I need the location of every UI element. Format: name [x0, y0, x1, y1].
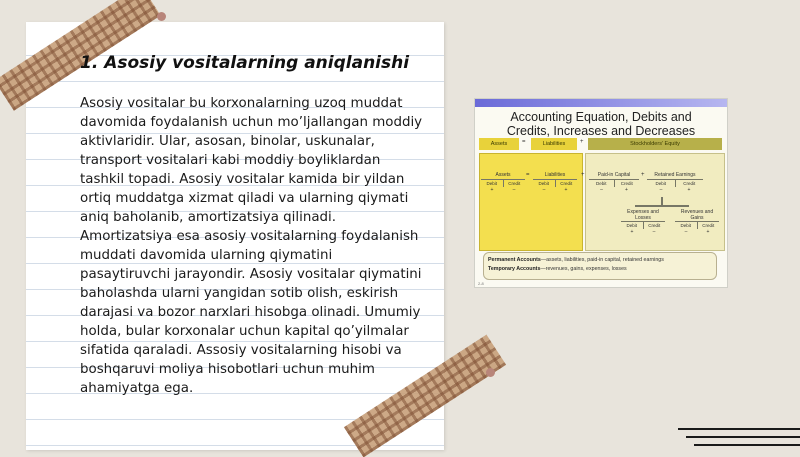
accounting-equation-figure — [474, 98, 728, 288]
expenses-t-account — [621, 209, 665, 236]
increase-sign: + — [490, 187, 494, 193]
figure-header-bar — [475, 99, 727, 107]
retained-earnings-title: Retained Earnings — [647, 171, 703, 180]
debit-label: Debit — [647, 180, 676, 187]
paid-in-capital-t-account — [589, 171, 639, 194]
debit-label: Debit — [589, 180, 615, 187]
debit-label: Debit — [481, 180, 504, 187]
equity-panel — [585, 153, 725, 251]
increase-sign: + — [564, 187, 568, 193]
decrease-sign: – — [684, 229, 688, 235]
decrease-sign: – — [659, 187, 663, 193]
permanent-accounts-label: Permanent Accounts — [488, 257, 541, 263]
liabilities-t-account-title: Liabilities — [533, 171, 577, 180]
decorative-line — [694, 444, 800, 446]
figure-title-line-2: Credits, Increases and Decreases — [506, 124, 696, 138]
temporary-accounts-text: —revenues, gains, expenses, losses — [540, 266, 627, 272]
revenues-title: Revenues and Gains — [675, 209, 719, 222]
accounts-legend — [483, 252, 717, 280]
debit-label: Debit — [621, 222, 644, 229]
decorative-line — [686, 436, 800, 438]
credit-label: Credit — [648, 223, 661, 228]
expenses-title: Expenses and Losses — [621, 209, 665, 222]
figure-title-line-1: Accounting Equation, Debits and — [510, 110, 692, 124]
debit-label: Debit — [533, 180, 556, 187]
credit-label: Credit — [620, 181, 633, 186]
equation-equity: Stockholders' Equity — [588, 138, 722, 150]
increase-sign: + — [630, 229, 634, 235]
increase-sign: + — [706, 229, 710, 235]
assets-liabilities-panel — [479, 153, 583, 251]
decrease-sign: – — [512, 187, 516, 193]
increase-sign: + — [625, 187, 628, 193]
equation-liabilities: Liabilities — [531, 138, 577, 150]
figure-page-number: 2-8 — [478, 281, 484, 286]
debit-label: Debit — [675, 222, 698, 229]
paid-in-capital-title: Paid-in Capital — [589, 171, 639, 180]
credit-label: Credit — [560, 181, 573, 186]
liabilities-t-account — [533, 171, 577, 194]
tape-pin-top — [157, 12, 166, 21]
decrease-sign: – — [652, 229, 656, 235]
revenues-t-account — [675, 209, 719, 236]
temporary-accounts-label: Temporary Accounts — [488, 266, 541, 272]
assets-t-account-title: Assets — [481, 171, 525, 180]
retained-earnings-t-account — [647, 171, 703, 194]
decorative-line — [678, 428, 800, 430]
tape-pin-bottom — [486, 368, 495, 377]
equation-plus: + — [580, 139, 584, 145]
equation-assets: Assets — [479, 138, 519, 150]
slide-heading: 1. Asosiy vositalarning aniqlanishi — [80, 53, 410, 73]
permanent-accounts-text: —assets, liabilities, paid-in capital, retained earnings — [540, 257, 664, 263]
assets-equals-sign: = — [526, 172, 530, 178]
slide-body-text: Asosiy vositalar bu korxonalarning uzoq muddat davomida foydalanish uchun mo’ljallangan moddiy aktivlaridir. Ular, asosan, binolar, uskunalar, transport vositalari kabi moddiy boyliklardan tashkil topadi. Asosiy vositalar kamida bir yildan ortiq muddatga xizmat qiladi va ularning qiymati aniq baholanib, amortizatsiya qilinadi. Amortizatsiya esa asosiy vositalarning foydalanish muddati davomida ularning qiymatini pasaytiruvchi jarayondir. Asosiy vositalar qiymatini baholashda ularni yangidan sotib olish, eskirish darajasi va bozor narxlari hisobga olinadi. Umumiy holda, bular korxonalar uchun kapital qo’yilmalar sifatida qaraladi. Assosiy vositalarning hisobi va boshqaruvi moliya hisobotlari uchun muhim ahamiyatga ega. — [80, 96, 423, 396]
credit-label: Credit — [702, 223, 715, 228]
equity-plus-sign: + — [641, 172, 645, 178]
liabilities-plus-sign: + — [581, 172, 585, 178]
credit-label: Credit — [683, 181, 696, 186]
assets-t-account — [481, 171, 525, 194]
decrease-sign: – — [542, 187, 546, 193]
decrease-sign: – — [600, 187, 603, 193]
connector-line — [635, 205, 689, 207]
credit-label: Credit — [508, 181, 521, 186]
equation-equals: = — [522, 139, 526, 145]
increase-sign: + — [687, 187, 691, 193]
figure-title — [475, 110, 727, 138]
